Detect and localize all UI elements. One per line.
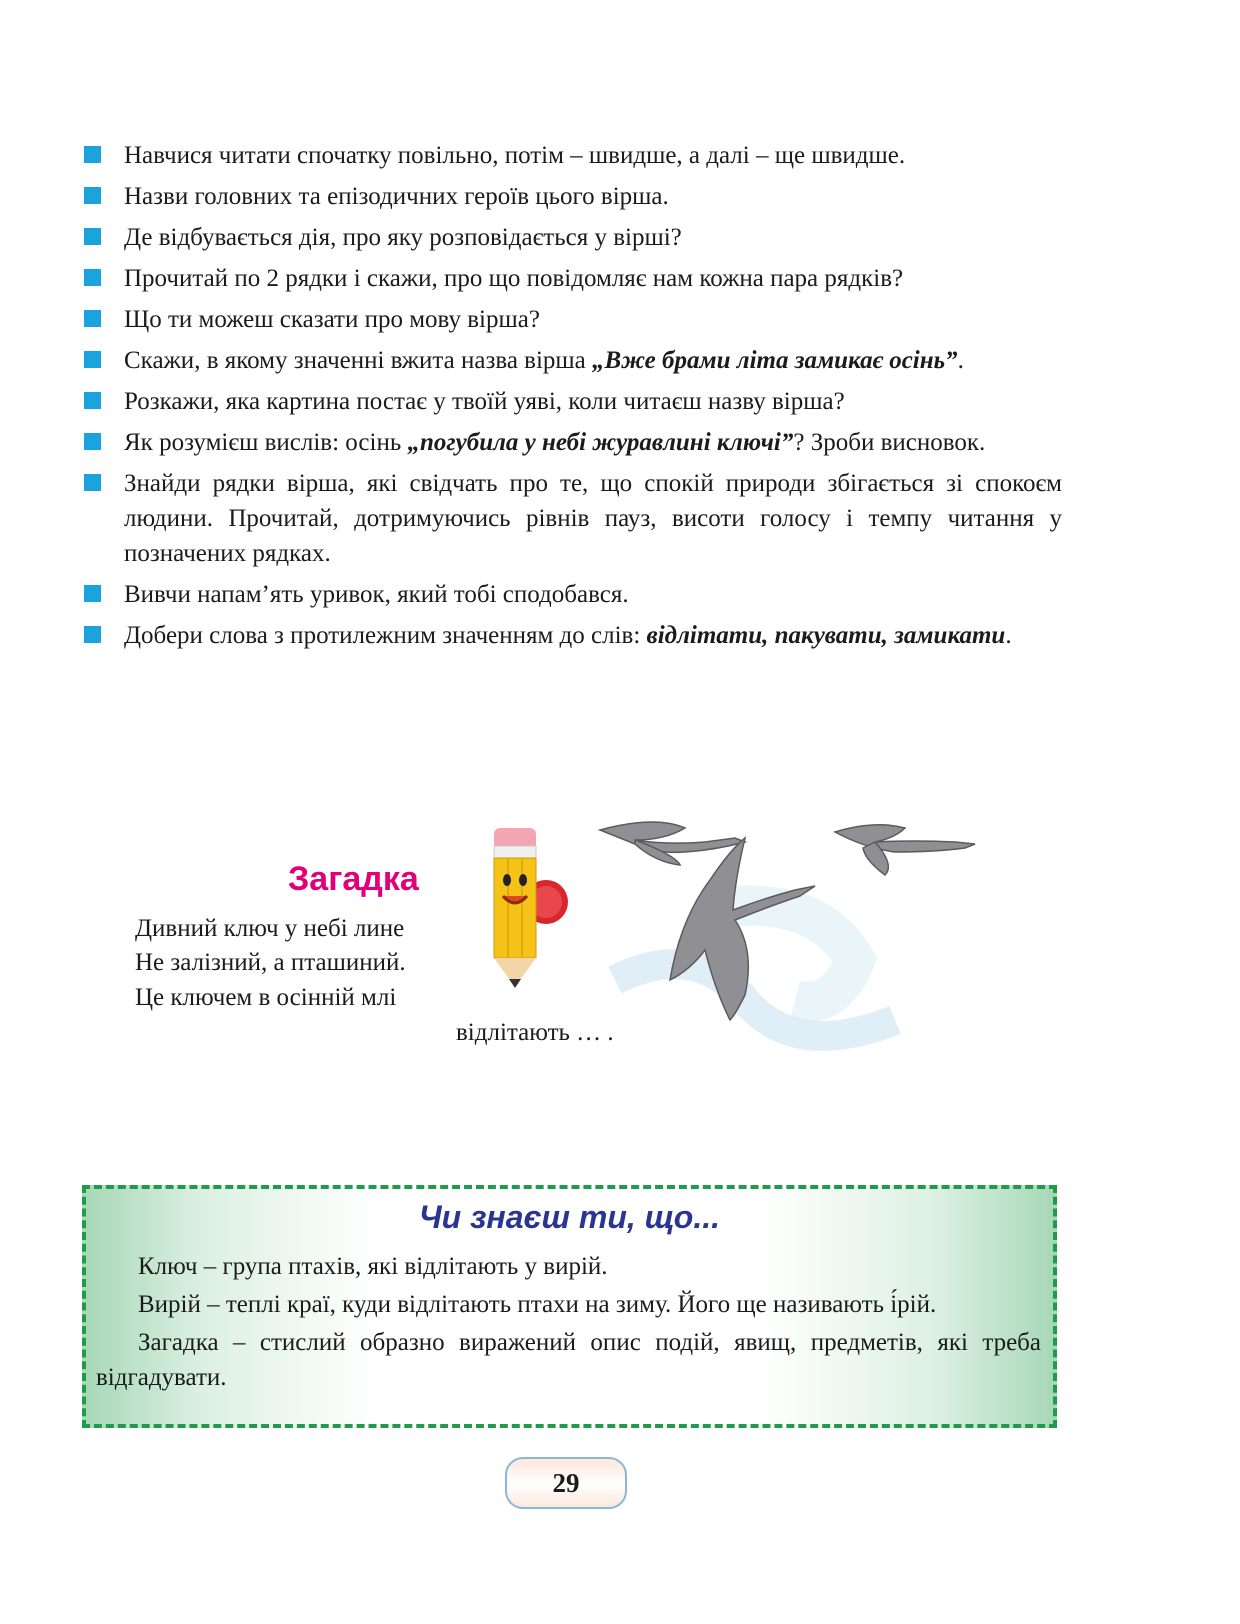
task-text: Скажи, в якому значенні вжита назва вірша <box>124 347 593 374</box>
task-text: Де відбувається дія, про яку розповідається у вірші? <box>124 224 682 251</box>
task-text: Як розумієш вислів: осінь <box>124 429 408 456</box>
square-bullet-icon <box>84 187 101 204</box>
task-item <box>82 618 1062 653</box>
task-emphasis: „погубила у небі журавлині ключі” <box>407 429 794 456</box>
task-text: Розкажи, яка картина постає у твоїй уяві, коли читаєш назву вірша? <box>124 388 845 415</box>
task-item <box>82 425 1062 460</box>
riddle-title: Загадка <box>288 860 419 898</box>
square-bullet-icon <box>84 310 101 327</box>
square-bullet-icon <box>84 269 101 286</box>
page-number: 29 <box>505 1457 627 1509</box>
task-item <box>82 138 1062 173</box>
task-list <box>82 138 1062 659</box>
task-item <box>82 179 1062 214</box>
info-paragraph: Вирій – теплі краї, куди відлітають птахи на зиму. Його ще називають і́рій. <box>138 1291 937 1318</box>
task-item <box>82 466 1062 571</box>
info-paragraph: Ключ – група птахів, які відлітають у вирій. <box>138 1253 608 1280</box>
task-item <box>82 261 1062 296</box>
square-bullet-icon <box>84 585 101 602</box>
geese-flock-illustration <box>595 820 1055 1070</box>
task-emphasis: відлітати, пакувати, замикати <box>646 622 1006 649</box>
task-text-end: ? Зроби висновок. <box>793 429 986 456</box>
pencil-mascot-icon <box>488 822 568 997</box>
square-bullet-icon <box>84 351 101 368</box>
square-bullet-icon <box>84 146 101 163</box>
riddle-line-2: Не залізний, а пташиний. <box>135 949 406 976</box>
task-item <box>82 577 1062 612</box>
task-text: Добери слова з протилежним значенням до слів: <box>124 622 647 649</box>
riddle-line-4: відлітають … . <box>456 1019 614 1046</box>
square-bullet-icon <box>84 433 101 450</box>
riddle-line-1: Дивний ключ у небі лине <box>135 915 405 942</box>
did-you-know-box <box>82 1185 1057 1428</box>
task-item <box>82 343 1062 378</box>
task-text-end: . <box>957 347 964 374</box>
square-bullet-icon <box>84 474 101 491</box>
task-text: Що ти можеш сказати про мову вірша? <box>124 306 540 333</box>
task-text: Навчися читати спочатку повільно, потім – швидше, а далі – ще швидше. <box>124 142 906 169</box>
task-text: Знайди рядки вірша, які свідчать про те, що спокій природи збігається зі спокоєм людини. Прочитай, дотримуючись рівнів пауз, висоти голосу і темпу читання у позначених рядках. <box>124 470 1062 567</box>
square-bullet-icon <box>84 626 101 643</box>
task-item <box>82 220 1062 255</box>
square-bullet-icon <box>84 392 101 409</box>
task-item <box>82 384 1062 419</box>
info-paragraph: Загадка – стислий образно виражений опис подій, явищ, предметів, які треба відгадувати. <box>96 1329 1041 1391</box>
task-text: Вивчи напам’ять уривок, який тобі сподобався. <box>124 581 629 608</box>
riddle-line-3: Це ключем в осінній млі <box>135 984 397 1011</box>
task-emphasis: „Вже брами літа замикає осінь” <box>592 347 958 374</box>
task-text: Назви головних та епізодичних героїв цього вірша. <box>124 183 669 210</box>
task-item <box>82 302 1062 337</box>
task-text: Прочитай по 2 рядки і скажи, про що повідомляє нам кожна пара рядків? <box>124 265 904 292</box>
info-box-title: Чи знаєш ти, що... <box>418 1199 721 1235</box>
square-bullet-icon <box>84 228 101 245</box>
task-text-end: . <box>1005 622 1012 649</box>
